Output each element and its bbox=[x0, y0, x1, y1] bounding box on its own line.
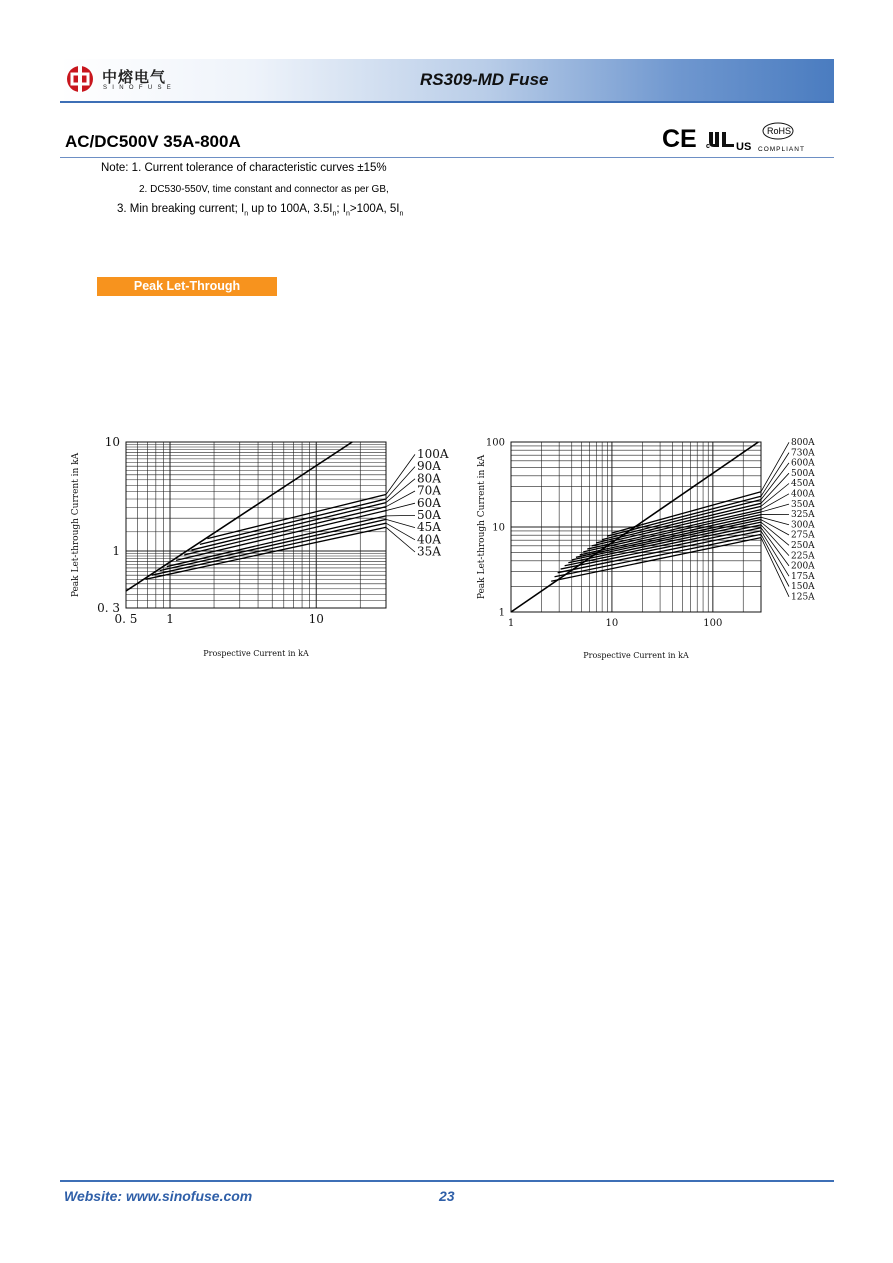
series-leader-350A bbox=[761, 504, 789, 512]
page-number: 23 bbox=[439, 1188, 455, 1204]
series-leader-800A bbox=[761, 442, 789, 491]
cutoff-current-line bbox=[126, 442, 352, 591]
footer-website: Website: www.sinofuse.com bbox=[64, 1188, 253, 1204]
series-leader-300A bbox=[761, 517, 789, 524]
series-label-250A: 250A bbox=[791, 541, 815, 551]
series-label-800A: 800A bbox=[791, 438, 815, 448]
series-label-45A: 45A bbox=[417, 520, 441, 535]
logo-chinese-name: 中熔电气 bbox=[102, 68, 167, 86]
series-leader-450A bbox=[761, 484, 789, 507]
x-tick-label: 1 bbox=[166, 612, 174, 626]
series-label-80A: 80A bbox=[417, 471, 441, 486]
series-leader-600A bbox=[761, 463, 789, 500]
series-label-450A: 450A bbox=[791, 479, 815, 490]
series-label-150A: 150A bbox=[791, 582, 815, 593]
x-tick-label: 10 bbox=[308, 612, 324, 626]
series-label-400A: 400A bbox=[791, 489, 815, 500]
note-line-3: 3. Min breaking current; $I_n$ up to 100A, $3.5I_n$; $I_n>100A$, $5I_n$ bbox=[117, 203, 404, 218]
series-leader-175A bbox=[761, 531, 789, 576]
section-badge-peak-let-through: Peak Let-Through bbox=[97, 277, 277, 296]
series-leader-225A bbox=[761, 525, 789, 556]
document-title: RS309-MD Fuse bbox=[420, 70, 549, 89]
series-label-40A: 40A bbox=[417, 532, 441, 547]
series-label-500A: 500A bbox=[791, 468, 815, 479]
series-label-325A: 325A bbox=[791, 510, 815, 521]
series-label-350A: 350A bbox=[791, 499, 815, 510]
series-label-100A: 100A bbox=[417, 447, 449, 461]
rohs-mark-icon bbox=[758, 123, 805, 153]
x-tick-label: 10 bbox=[605, 618, 619, 629]
series-leader-275A bbox=[761, 520, 789, 535]
series-label-200A: 200A bbox=[791, 561, 815, 572]
y-tick-label: 10 bbox=[492, 522, 505, 534]
x-tick-label: 1 bbox=[507, 618, 515, 629]
svg-text:c: c bbox=[706, 143, 710, 150]
chart-peak-let-through-35a-100a bbox=[60, 430, 460, 670]
series-label-175A: 175A bbox=[791, 571, 815, 582]
x-tick-label: 0. 5 bbox=[114, 612, 138, 626]
series-label-90A: 90A bbox=[417, 459, 441, 474]
ce-mark-text: CE bbox=[662, 125, 697, 153]
note-line-2: 2. DC530-550V, time constant and connector as per GB, bbox=[139, 184, 389, 195]
ul-mark-icon bbox=[706, 132, 751, 153]
series-leader-45A bbox=[386, 519, 415, 527]
y-tick-label: 1 bbox=[498, 607, 505, 619]
series-label-275A: 275A bbox=[791, 530, 815, 541]
ce-mark-icon bbox=[662, 125, 697, 153]
ul-us-text: US bbox=[736, 141, 752, 153]
series-leader-400A bbox=[761, 494, 789, 510]
rohs-text: RoHS bbox=[767, 126, 792, 136]
x-tick-label: 100 bbox=[703, 618, 723, 629]
series-label-125A: 125A bbox=[791, 592, 815, 603]
series-leader-500A bbox=[761, 473, 789, 503]
rohs-compliant-text: COMPLIANT bbox=[758, 146, 805, 153]
y-axis-label: Peak Let-through Current in kA bbox=[71, 452, 81, 598]
product-rating-title: AC/DC500V 35A-800A bbox=[65, 132, 241, 151]
y-tick-label: 10 bbox=[104, 435, 120, 450]
series-leader-35A bbox=[386, 527, 415, 552]
series-leader-100A bbox=[386, 454, 415, 494]
series-label-50A: 50A bbox=[417, 508, 441, 522]
y-axis-label: Peak Let-through Current in kA bbox=[477, 454, 487, 600]
series-label-225A: 225A bbox=[791, 551, 815, 562]
logo-english-name: SINOFUSE bbox=[103, 85, 177, 91]
series-leader-730A bbox=[761, 453, 789, 497]
x-axis-label: Prospective Current in kA bbox=[583, 651, 689, 660]
series-label-70A: 70A bbox=[417, 483, 441, 498]
series-line-50A bbox=[167, 516, 386, 567]
series-line-70A bbox=[184, 507, 386, 555]
x-axis-label: Prospective Current in kA bbox=[203, 649, 309, 658]
series-label-35A: 35A bbox=[417, 544, 441, 559]
series-line-325A bbox=[580, 515, 761, 555]
footer-divider bbox=[60, 1180, 834, 1182]
y-tick-label: 1 bbox=[112, 544, 120, 559]
subtitle-divider bbox=[60, 157, 834, 158]
series-label-730A: 730A bbox=[791, 448, 815, 459]
y-tick-label: 0. 3 bbox=[97, 601, 120, 616]
series-label-600A: 600A bbox=[791, 458, 815, 469]
series-label-60A: 60A bbox=[417, 495, 441, 510]
certification-marks bbox=[662, 122, 834, 156]
y-tick-label: 100 bbox=[485, 437, 505, 449]
series-label-300A: 300A bbox=[791, 520, 815, 531]
header-divider bbox=[60, 101, 834, 103]
chart-peak-let-through-125a-800a bbox=[470, 430, 840, 670]
note-line-1: Note: 1. Current tolerance of characteristic curves ±15% bbox=[101, 162, 387, 174]
